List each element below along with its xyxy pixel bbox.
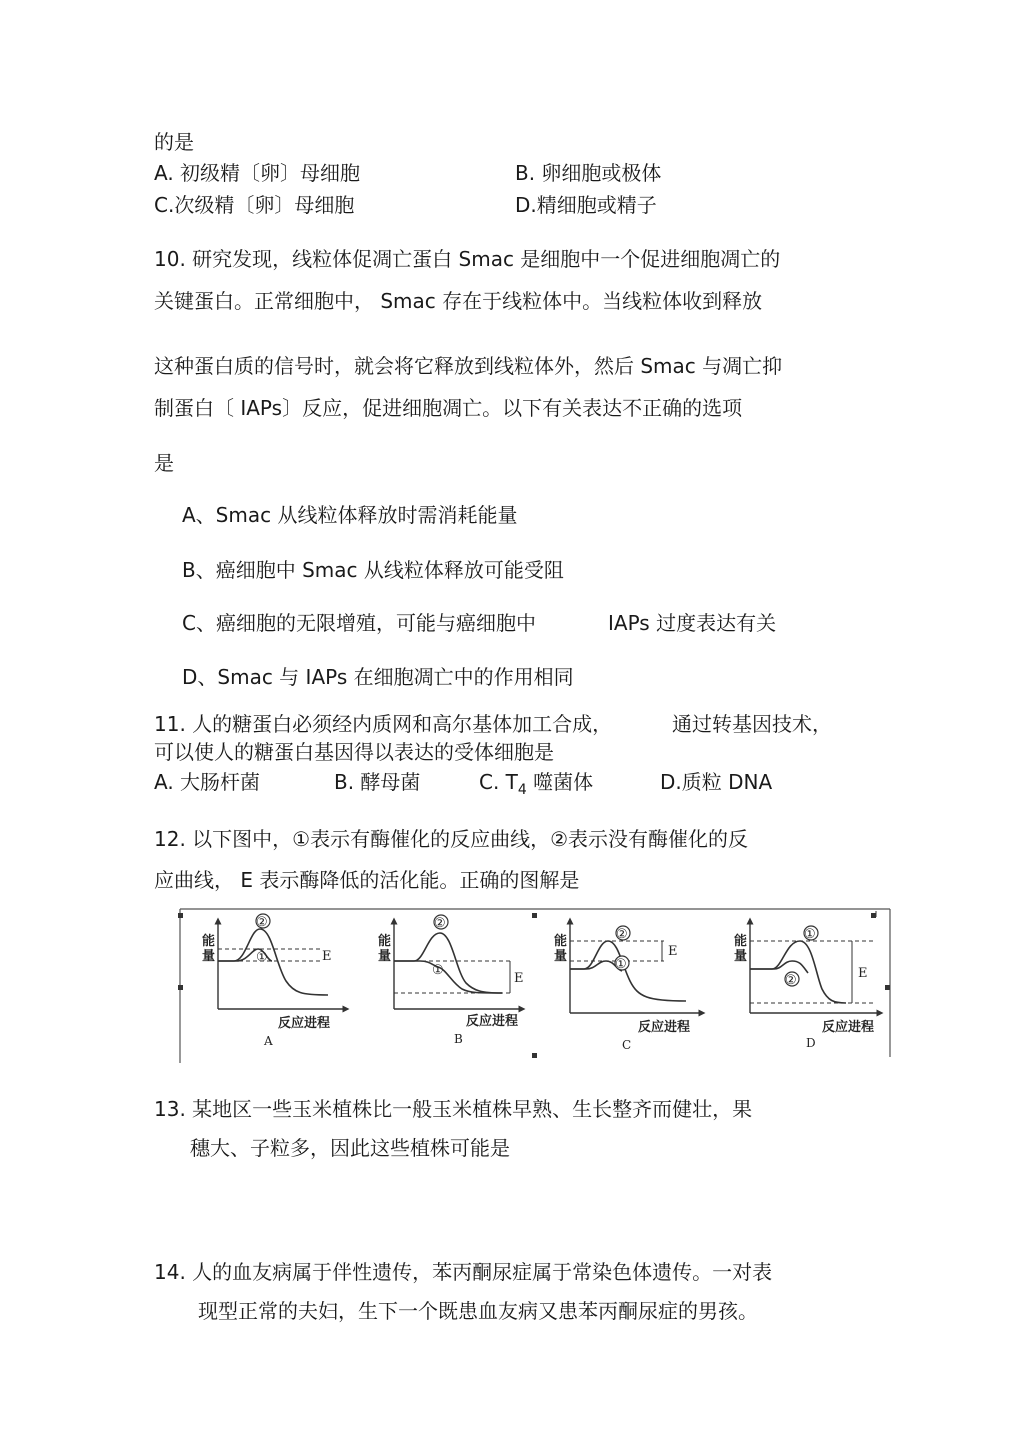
q12-line-1: 12. 以下图中，①表示有酶催化的反应曲线，②表示没有酶催化的反 bbox=[154, 827, 749, 851]
q10-option-c-part1: C、癌细胞的无限增殖，可能与癌细胞中 bbox=[182, 611, 536, 635]
q10-option-a: A、Smac 从线粒体释放时需消耗能量 bbox=[182, 503, 518, 527]
x-label: 反应进程 bbox=[278, 1016, 331, 1031]
q11-option-d: D.质粒 DNA bbox=[660, 770, 773, 794]
energy-label: E bbox=[514, 971, 524, 986]
curve-1 bbox=[394, 961, 502, 993]
q13-line-2: 穗大、子粒多，因此这些植株可能是 bbox=[190, 1136, 510, 1160]
panel-b bbox=[378, 915, 524, 1046]
q14-line-1: 14. 人的血友病属于伴性遗传，苯丙酮尿症属于常染色体遗传。一对表 bbox=[154, 1260, 773, 1284]
frame-handles bbox=[178, 913, 890, 1058]
panel-label: B bbox=[454, 1032, 463, 1046]
y-label-bottom: 量 bbox=[734, 949, 748, 964]
y-label-top: 能 bbox=[734, 934, 748, 949]
panel-label: D bbox=[806, 1036, 816, 1050]
y-label-bottom: 量 bbox=[554, 949, 568, 964]
q11-option-b: B. 酵母菌 bbox=[334, 770, 421, 794]
x-label: 反应进程 bbox=[638, 1020, 691, 1035]
q10-line-4: 制蛋白〔 IAPs〕反应，促进细胞凋亡。以下有关表达不正确的选项 bbox=[154, 396, 743, 420]
q11-option-c-prefix: C. T bbox=[479, 770, 518, 794]
y-label-bottom: 量 bbox=[378, 949, 392, 964]
marker-2: ② bbox=[616, 927, 628, 942]
marker-1: ① bbox=[256, 950, 268, 965]
curve-1 bbox=[750, 941, 846, 1003]
q10-line-2: 关键蛋白。正常细胞中， Smac 存在于线粒体中。当线粒体收到释放 bbox=[154, 289, 763, 313]
x-label: 反应进程 bbox=[466, 1014, 519, 1029]
q11-line-2: 可以使人的糖蛋白基因得以表达的受体细胞是 bbox=[154, 740, 554, 764]
energy-label: E bbox=[322, 949, 332, 964]
panel-a bbox=[202, 914, 346, 1048]
q10-line-3: 这种蛋白质的信号时，就会将它释放到线粒体外，然后 Smac 与凋亡抑 bbox=[154, 354, 783, 378]
q10-line-5: 是 bbox=[154, 451, 174, 475]
marker-2: ② bbox=[256, 915, 268, 930]
marker-2: ② bbox=[434, 916, 446, 931]
marker-1: ① bbox=[804, 927, 816, 942]
enzyme-energy-diagram bbox=[176, 905, 896, 1067]
marker-1: ① bbox=[432, 963, 444, 978]
x-label: 反应进程 bbox=[822, 1020, 875, 1035]
q11-option-c bbox=[479, 769, 593, 803]
q9-option-c: C.次级精〔卵〕母细胞 bbox=[154, 193, 355, 217]
q14-line-2: 现型正常的夫妇，生下一个既患血友病又患苯丙酮尿症的男孩。 bbox=[198, 1299, 758, 1323]
q10-option-b: B、癌细胞中 Smac 从线粒体释放可能受阻 bbox=[182, 558, 564, 582]
q10-option-c-part2: IAPs 过度表达有关 bbox=[608, 611, 777, 635]
energy-label: E bbox=[668, 944, 678, 959]
energy-label: E bbox=[858, 966, 868, 981]
panel-c bbox=[554, 921, 702, 1052]
q12-line-2: 应曲线， E 表示酶降低的活化能。正确的图解是 bbox=[154, 868, 580, 892]
q11-option-c-suffix: 噬菌体 bbox=[526, 770, 594, 794]
q10-line-1: 10. 研究发现，线粒体促凋亡蛋白 Smac 是细胞中一个促进细胞凋亡的 bbox=[154, 247, 781, 271]
panel-label: C bbox=[622, 1038, 632, 1052]
q9-option-a: A. 初级精〔卵〕母细胞 bbox=[154, 161, 361, 185]
y-label-top: 能 bbox=[202, 934, 216, 949]
y-label-bottom: 量 bbox=[202, 949, 216, 964]
q10-option-d: D、Smac 与 IAPs 在细胞凋亡中的作用相同 bbox=[182, 665, 574, 689]
enzyme-energy-figure bbox=[176, 905, 896, 1067]
q9-tail: 的是 bbox=[154, 130, 194, 154]
q13-line-1: 13. 某地区一些玉米植株比一般玉米植株早熟、生长整齐而健壮，果 bbox=[154, 1097, 753, 1121]
y-label-top: 能 bbox=[378, 934, 392, 949]
panel-label: A bbox=[264, 1034, 273, 1048]
q11-option-c-subscript: 4 bbox=[517, 782, 527, 798]
q9-option-d: D.精细胞或精子 bbox=[515, 193, 657, 217]
curve-2 bbox=[218, 929, 328, 995]
marker-2: ② bbox=[785, 973, 797, 988]
panel-d bbox=[734, 921, 880, 1050]
figure-frame bbox=[180, 909, 890, 1063]
q11-line-1b: 通过转基因技术， bbox=[672, 712, 832, 736]
q11-line-1a: 11. 人的糖蛋白必须经内质网和高尔基体加工合成， bbox=[154, 712, 613, 736]
y-label-top: 能 bbox=[554, 934, 568, 949]
q9-option-b: B. 卵细胞或极体 bbox=[515, 161, 662, 185]
marker-1: ① bbox=[615, 957, 627, 972]
q11-option-a: A. 大肠杆菌 bbox=[154, 770, 261, 794]
curve-2 bbox=[394, 933, 502, 993]
